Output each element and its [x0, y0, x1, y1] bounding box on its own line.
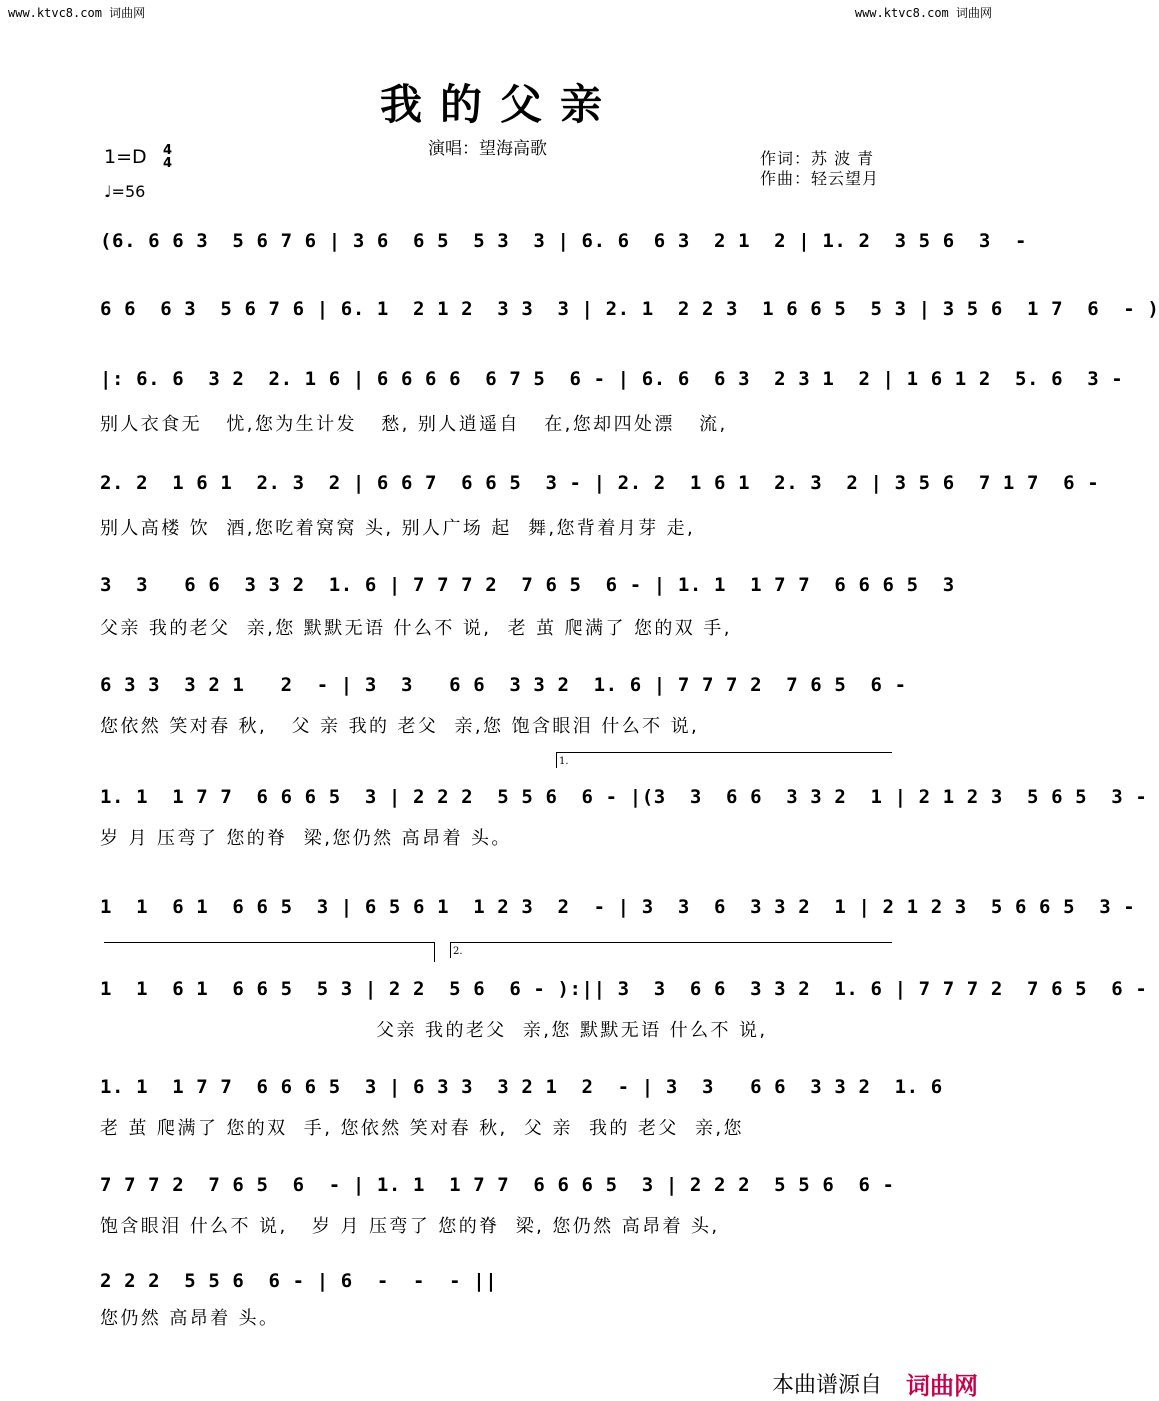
notation: 2. 2 1 6 1 2. 3 2 | 6 6 7 6 6 5 3 - | 2. 2 1 6 1 2. 3 2 | 3 5 6 7 1 7 6 - — [100, 472, 1100, 494]
notation: 7 7 7 2 7 6 5 6 - | 1. 1 1 7 7 6 6 6 5 3 | 2 2 2 5 5 6 6 - — [100, 1174, 895, 1196]
lyrics: 您仍然 高昂着 头。 — [100, 1308, 280, 1329]
lyrics: 老 茧 爬满了 您的双 手, 您依然 笑对春 秋, 父 亲 我的 老父 亲,您 — [100, 1118, 744, 1139]
source-note: 本曲谱源自 — [772, 1373, 883, 1398]
notation: 1. 1 1 7 7 6 6 6 5 3 | 6 3 3 3 2 1 2 - | 3 3 6 6 3 3 2 1. 6 — [100, 1076, 943, 1098]
notation: 6 6 6 3 5 6 7 6 | 6. 1 2 1 2 3 3 3 | 2. 1 2 2 3 1 6 6 5 5 3 | 3 5 6 1 7 6 - ) — [100, 298, 1159, 320]
score-line-3 — [100, 368, 1124, 486]
lyrics: 别人高楼 饮 酒,您吃着窝窝 头, 别人广场 起 舞,您背着月芽 走, — [100, 518, 696, 539]
volta-2-label: 2. — [453, 946, 463, 957]
watermark-left: www.ktvc8.com 词曲网 — [8, 6, 146, 20]
lyrics: 父亲 我的老父 亲,您 默默无语 什么不 说, 老 茧 爬满了 您的双 手, — [100, 618, 732, 639]
volta-1-bracket-end — [556, 752, 557, 768]
volta-2-bracket-end — [450, 942, 451, 958]
composer: 作曲：轻云望月 — [760, 169, 880, 188]
song-title: 我的父亲 — [379, 80, 620, 129]
volta-1-label: 1. — [559, 756, 569, 767]
lyrics: 饱含眼泪 什么不 说, 岁 月 压弯了 您的脊 梁, 您仍然 高昂着 头, — [100, 1216, 720, 1237]
singer: 演唱：望海高歌 — [428, 139, 547, 159]
notation: 3 3 6 6 3 3 2 1. 6 | 7 7 7 2 7 6 5 6 - | 1. 1 1 7 7 6 6 6 5 3 — [100, 574, 955, 596]
lyrics: 您依然 笑对春 秋, 父 亲 我的 老父 亲,您 饱含眼泪 什么不 说, — [100, 716, 700, 737]
key-signature: 1=D — [104, 146, 147, 168]
site-logo[interactable]: 词曲网 — [906, 1372, 978, 1400]
volta-1-bracket-close — [434, 942, 435, 962]
lyrics: 父亲 我的老父 亲,您 默默无语 什么不 说, — [100, 1020, 768, 1041]
volta-2-bracket — [450, 942, 892, 943]
lyrics: 岁 月 压弯了 您的脊 梁,您仍然 高昂着 头。 — [100, 828, 512, 849]
watermark-right: www.ktvc8.com 词曲网 — [854, 6, 992, 20]
notation: (6. 6 6 3 5 6 7 6 | 3 6 6 5 5 3 3 | 6. 6 6 3 2 1 2 | 1. 2 3 5 6 3 - — [100, 230, 1027, 252]
notation: 6 3 3 3 2 1 2 - | 3 3 6 6 3 3 2 1. 6 | 7 7 7 2 7 6 5 6 - — [100, 674, 907, 696]
notation: 1 1 6 1 6 6 5 5 3 | 2 2 5 6 6 - ):|| 3 3 6 6 3 3 2 1. 6 | 7 7 7 2 7 6 5 6 - — [100, 978, 1148, 1000]
lyricist: 作词：苏 波 青 — [760, 149, 875, 168]
volta-1-continuation — [104, 942, 434, 943]
notation: 1. 1 1 7 7 6 6 6 5 3 | 2 2 2 5 5 6 6 - |(3 3 6 6 3 3 2 1 | 2 1 2 3 5 6 5 3 - — [100, 786, 1148, 808]
score-line-4 — [100, 472, 1100, 590]
volta-1-bracket — [556, 752, 892, 753]
tempo-mark: ♩=56 — [104, 182, 146, 201]
time-signature-bottom: 4 — [163, 156, 173, 171]
notation: 2 2 2 5 5 6 6 - | 6 - - - || — [100, 1270, 498, 1292]
notation: 1 1 6 1 6 6 5 3 | 6 5 6 1 1 2 3 2 - | 3 3 6 3 3 2 1 | 2 1 2 3 5 6 6 5 3 - — [100, 896, 1136, 918]
notation: |: 6. 6 3 2 2. 1 6 | 6 6 6 6 6 7 5 6 - | 6. 6 6 3 2 3 1 2 | 1 6 1 2 5. 6 3 - — [100, 368, 1124, 390]
lyrics: 别人衣食无 忧,您为生计发 愁, 别人逍遥自 在,您却四处漂 流, — [100, 414, 728, 435]
score-line-7 — [100, 786, 1148, 904]
time-signature-top: 4 — [163, 143, 173, 158]
score-line-6 — [100, 674, 907, 792]
